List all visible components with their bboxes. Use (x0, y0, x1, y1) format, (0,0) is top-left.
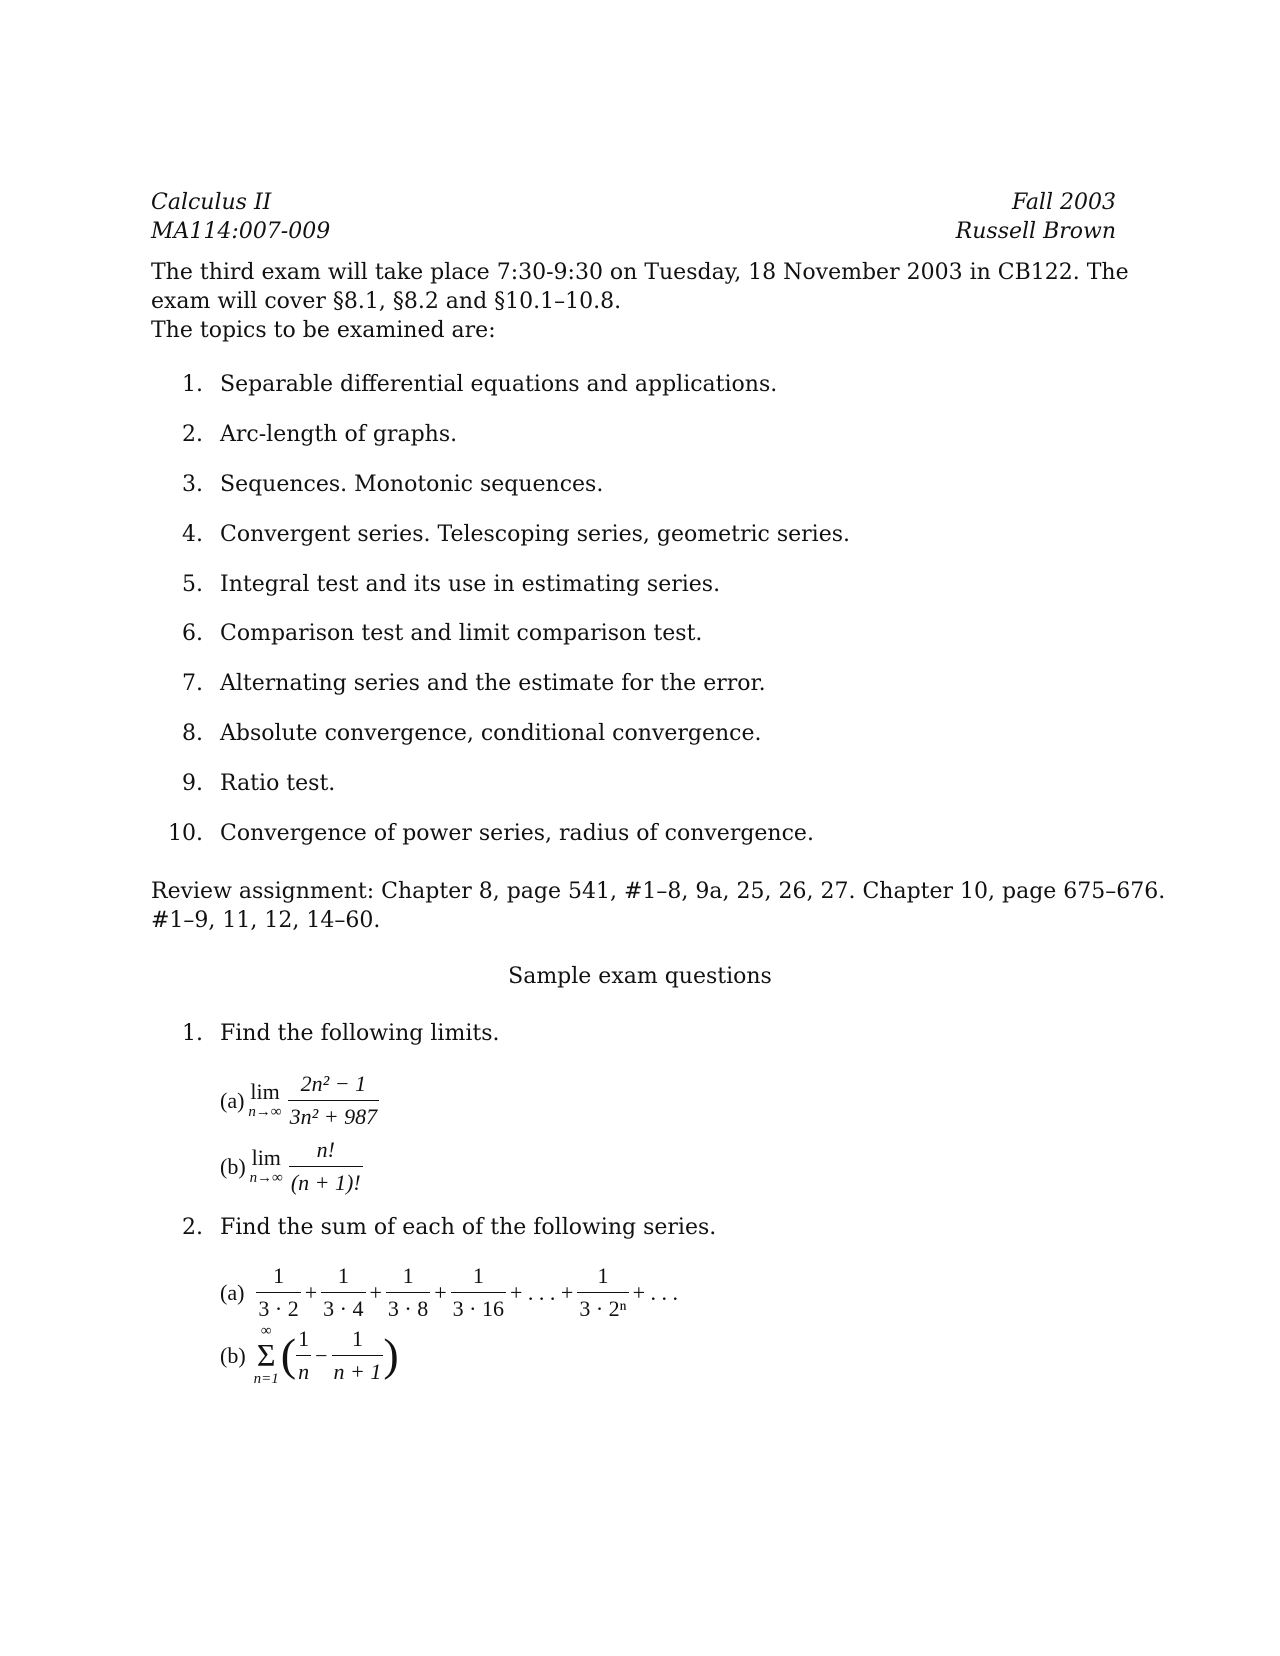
list-item-number: 2. (182, 422, 203, 447)
fraction (332, 1325, 384, 1386)
numerator: n! (316, 1137, 335, 1162)
ellipsis-middle: + . . . + (510, 1280, 574, 1305)
list-item-text: Ratio test. (220, 771, 336, 796)
limit (248, 1080, 281, 1121)
intro-line-1: The third exam will take place 7:30-9:30 on Tuesday, 18 November 2003 in CB122. The (151, 260, 1129, 285)
part-label: (a) (220, 1088, 245, 1113)
sum-lower-limit: n=1 (253, 1371, 279, 1387)
denominator: (n + 1)! (290, 1170, 361, 1195)
minus-sign: − (315, 1342, 328, 1368)
list-item (151, 619, 1151, 648)
series-term (451, 1262, 506, 1323)
lim-subscript: n→∞ (248, 1104, 282, 1120)
list-item-number: 3. (182, 472, 203, 497)
series-term (386, 1262, 430, 1323)
part-label: (b) (220, 1154, 246, 1179)
denominator: 3 · 2ⁿ (579, 1296, 627, 1321)
denominator: 3n² + 987 (289, 1104, 378, 1129)
question-2 (151, 1213, 1151, 1242)
lim-word: lim (250, 1079, 280, 1104)
intro-line-3: The topics to be examined are: (151, 318, 496, 343)
list-item-number: 9. (182, 771, 203, 796)
denominator: n + 1 (333, 1358, 382, 1384)
list-item (151, 719, 1151, 748)
part-label: (a) (220, 1280, 245, 1305)
list-item-text: Sequences. Monotonic sequences. (220, 472, 604, 497)
sample-heading: Sample exam questions (508, 964, 772, 989)
lim-subscript: n→∞ (249, 1170, 283, 1186)
list-item (151, 769, 1151, 798)
question-number: 1. (182, 1021, 203, 1046)
list-item-number: 4. (182, 522, 203, 547)
review-line-2: #1–9, 11, 12, 14–60. (151, 908, 381, 933)
series-term (577, 1262, 628, 1323)
summation (254, 1322, 279, 1388)
list-item-number: 5. (182, 572, 203, 597)
limit (250, 1146, 283, 1187)
list-item-text: Alternating series and the estimate for the error. (220, 671, 766, 696)
list-item (151, 420, 1151, 449)
denominator: 3 · 4 (323, 1296, 364, 1321)
list-item-number: 7. (182, 671, 203, 696)
list-item-text: Comparison test and limit comparison test. (220, 621, 703, 646)
denominator: 3 · 16 (452, 1296, 504, 1321)
list-item (151, 520, 1151, 549)
list-item (151, 570, 1151, 599)
list-item-number: 1. (182, 372, 203, 397)
list-item-text: Convergent series. Telescoping series, geometric series. (220, 522, 850, 547)
lim-word: lim (251, 1145, 281, 1170)
numerator: 1 (298, 1325, 310, 1351)
question-text: Find the sum of each of the following series. (220, 1215, 717, 1240)
q2-part-b (220, 1322, 399, 1388)
list-item (151, 470, 1151, 499)
instructor: Russell Brown (955, 219, 1116, 244)
list-item-text: Absolute convergence, conditional convergence. (220, 721, 762, 746)
right-paren: ) (383, 1329, 399, 1380)
list-item (151, 819, 1151, 848)
list-item-number: 10. (168, 821, 203, 846)
course-title: Calculus II (151, 190, 272, 215)
numerator: 1 (273, 1263, 285, 1288)
denominator: 3 · 2 (258, 1296, 299, 1321)
denominator: 3 · 8 (387, 1296, 429, 1321)
question-text: Find the following limits. (220, 1021, 500, 1046)
term: Fall 2003 (1012, 190, 1116, 215)
list-item (151, 669, 1151, 698)
numerator: 1 (402, 1263, 414, 1288)
q2-part-a (220, 1262, 682, 1323)
sum-upper-limit: ∞ (260, 1323, 272, 1339)
list-item (151, 370, 1151, 399)
numerator: 1 (472, 1263, 484, 1288)
series-term (321, 1262, 365, 1323)
review-line-1: Review assignment: Chapter 8, page 541, #1–8, 9a, 25, 26, 27. Chapter 10, page 675–676. (151, 879, 1166, 904)
plus-sign: + (369, 1280, 382, 1305)
ellipsis-end: + . . . (632, 1280, 679, 1305)
list-item-number: 6. (182, 621, 203, 646)
numerator: 1 (597, 1263, 609, 1288)
question-number: 2. (182, 1215, 203, 1240)
list-item-text: Separable differential equations and applications. (220, 372, 778, 397)
part-label: (b) (220, 1342, 246, 1368)
course-section: MA114:007-009 (151, 219, 331, 244)
list-item-text: Integral test and its use in estimating series. (220, 572, 721, 597)
fraction (289, 1136, 363, 1197)
plus-sign: + (434, 1280, 447, 1305)
list-item-text: Arc-length of graphs. (220, 422, 458, 447)
sigma-symbol: Σ (256, 1337, 276, 1373)
numerator: 1 (337, 1263, 349, 1288)
intro-line-2: exam will cover §8.1, §8.2 and §10.1–10.8. (151, 289, 622, 314)
series-term (256, 1262, 300, 1323)
list-item-number: 8. (182, 721, 203, 746)
q1-part-a (220, 1070, 379, 1131)
plus-sign: + (304, 1280, 318, 1305)
fraction (288, 1070, 379, 1131)
question-1 (151, 1019, 1151, 1048)
numerator: 2n² − 1 (300, 1071, 367, 1096)
list-item-text: Convergence of power series, radius of convergence. (220, 821, 814, 846)
left-paren: ( (280, 1329, 297, 1380)
fraction (296, 1325, 311, 1386)
denominator: n (298, 1358, 310, 1384)
q1-part-b (220, 1136, 363, 1197)
numerator: 1 (351, 1325, 363, 1351)
